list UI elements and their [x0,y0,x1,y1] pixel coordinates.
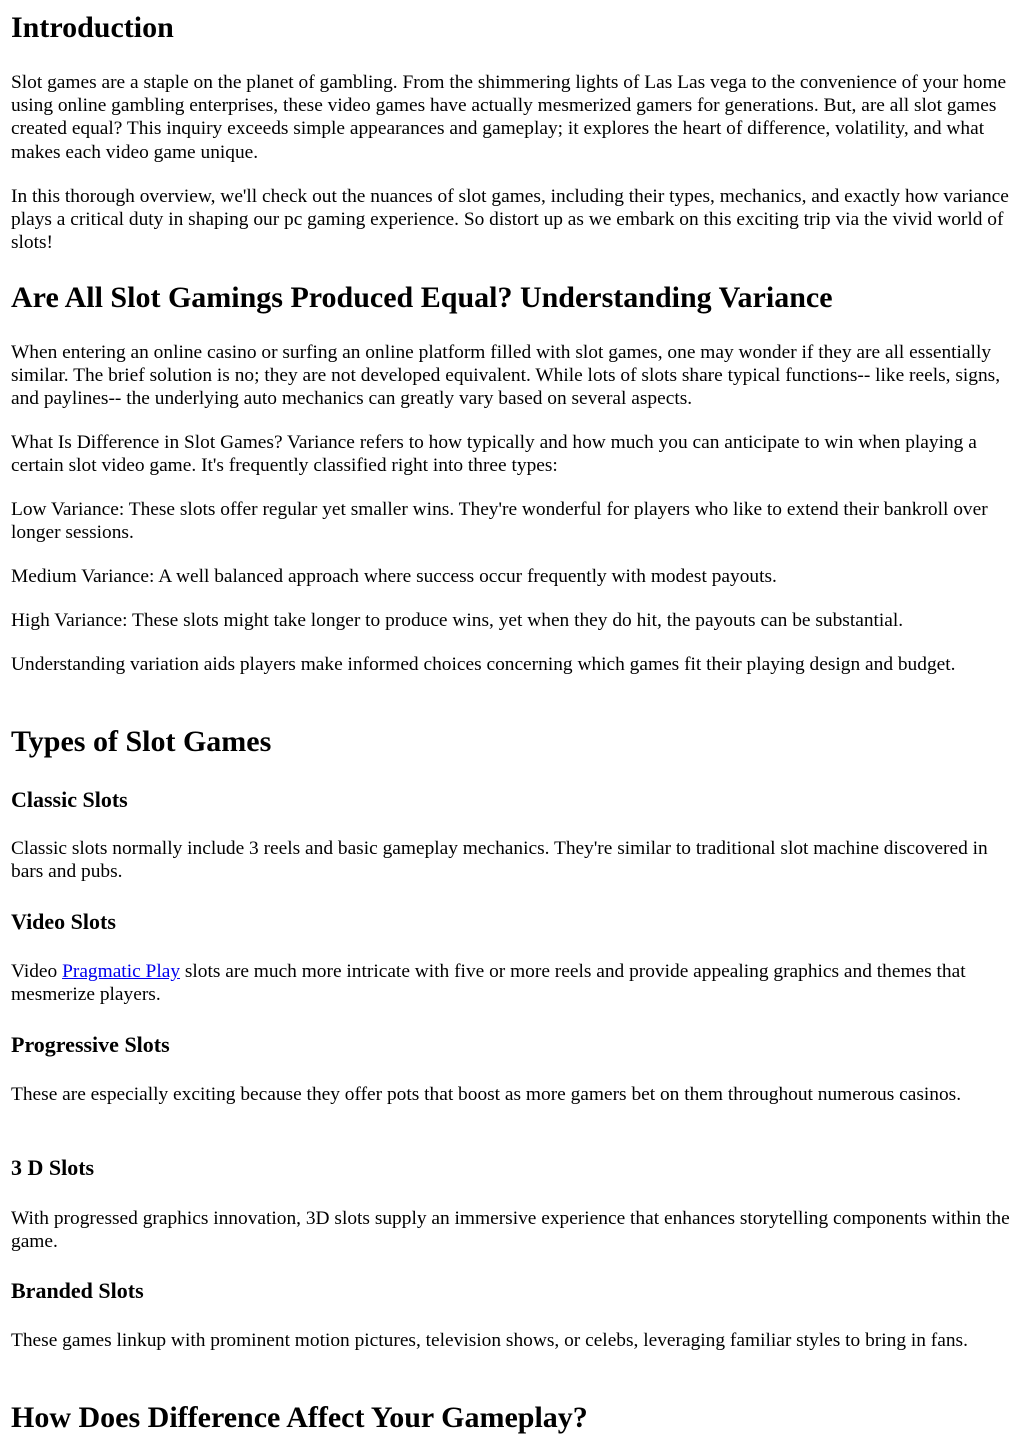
video-slots-text [11,960,1011,1006]
heading-introduction: Introduction [11,11,174,44]
heading-types-of-slot-games: Types of Slot Games [11,725,272,758]
heading-3d-slots: 3 D Slots [11,1155,95,1180]
3d-slots-text: With progressed graphics innovation, 3D slots supply an immersive experience that enhances storytelling components within the game. [11,1208,1010,1253]
heading-difference-gameplay: How Does Difference Affect Your Gameplay? [11,1401,588,1434]
intro-paragraph-1: Slot games are a staple on the planet of gambling. From the shimmering lights of Las Las vega to the convenience of your home using online gambling enterprises, these video games have actually mesmerized gamers for generations. But, are all slot games created equal? This inquiry exceeds simple appearances and gameplay; it explores the heart of difference, volatility, and what makes each video game unique. [11,72,1007,163]
variance-paragraph-2: What Is Difference in Slot Games? Variance refers to how typically and how much you can anticipate to win when playing a certain slot video game. It's frequently classified right into three types: [11,432,977,477]
video-slots-text-before: Video [11,961,63,982]
classic-slots-text: Classic slots normally include 3 reels and basic gameplay mechanics. They're similar to traditional slot machine discovered in bars and pubs. [11,838,988,883]
progressive-slots-text: These are especially exciting because they offer pots that boost as more gamers bet on them throughout numerous casinos. [11,1084,962,1105]
variance-paragraph-1: When entering an online casino or surfing an online platform filled with slot games, one may wonder if they are all essentially similar. The brief solution is no; they are not developed equivalent. While lots of slots share typical functions-- like reels, signs, and paylines-- the underlying auto mechanics can greatly vary based on several aspects. [11,342,1001,410]
heading-classic-slots: Classic Slots [11,787,128,812]
branded-slots-text: These games linkup with prominent motion pictures, television shows, or celebs, leveraging familiar styles to bring in fans. [11,1330,968,1351]
variance-medium: Medium Variance: A well balanced approach where success occur frequently with modest payouts. [11,566,777,587]
variance-low: Low Variance: These slots offer regular yet smaller wins. They're wonderful for players who like to extend their bankroll over longer sessions. [11,499,988,544]
heading-branded-slots: Branded Slots [11,1278,144,1303]
heading-progressive-slots: Progressive Slots [11,1032,170,1057]
heading-video-slots: Video Slots [11,909,116,934]
video-slots-text-after: slots are much more intricate with five or more reels and provide appealing graphics and themes that mesmerize players. [11,961,966,1006]
variance-high: High Variance: These slots might take longer to produce wins, yet when they do hit, the payouts can be substantial. [11,610,904,631]
heading-variance: Are All Slot Gamings Produced Equal? Understanding Variance [11,281,833,314]
intro-paragraph-2: In this thorough overview, we'll check out the nuances of slot games, including their types, mechanics, and exactly how variance plays a critical duty in shaping our pc gaming experience. So distort up as we embark on this exciting trip via the vivid world of slots! [11,186,1009,254]
variance-paragraph-summary: Understanding variation aids players make informed choices concerning which games fit their playing design and budget. [11,654,956,675]
pragmatic-play-link[interactable]: Pragmatic Play [62,961,181,982]
